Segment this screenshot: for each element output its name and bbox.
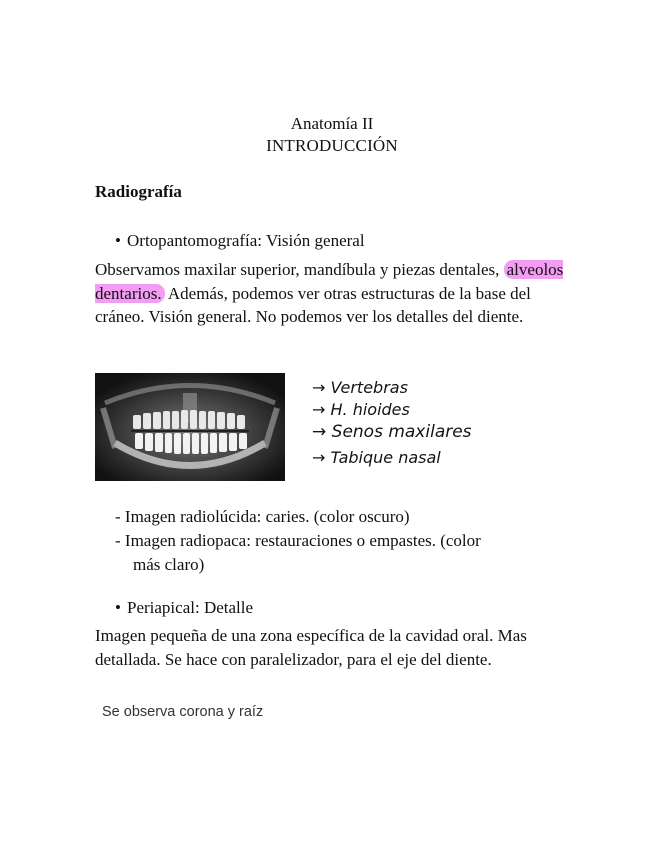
- ortho-heading: Ortopantomografía: Visión general: [127, 231, 365, 250]
- list-text: Imagen radiopaca: restauraciones o empastes. (color: [124, 531, 481, 550]
- chapter-title: INTRODUCCIÓN: [266, 136, 398, 155]
- bullet-dot: •: [115, 231, 121, 250]
- bullet-dot: •: [115, 598, 121, 617]
- section-heading: Radiografía: [95, 182, 182, 201]
- handwritten-note-4: → Tabique nasal: [312, 448, 441, 467]
- list-dash: -: [115, 531, 121, 550]
- note-text: Se observa corona y raíz: [102, 704, 264, 720]
- handwritten-note-1: → Vertebras: [312, 378, 408, 397]
- periapical-bullet-item: [115, 598, 253, 618]
- ortho-text-before: Observamos maxilar superior, mandíbula y piezas dentales,: [95, 260, 504, 279]
- list-item: [115, 505, 410, 529]
- handwritten-note-2: → H. hioides: [312, 400, 410, 419]
- list-text: Imagen radiolúcida: caries. (color oscuro): [124, 507, 410, 526]
- ortho-text-after: Además, podemos ver otras estructuras de la base del cráneo. Visión general. No podemos ver los detalles del diente.: [95, 283, 531, 326]
- course-title: Anatomía II: [290, 114, 374, 133]
- handwritten-note-3: → Senos maxilares: [312, 422, 472, 442]
- periapical-heading: Periapical: Detalle: [127, 598, 254, 617]
- ortho-bullet-item: [115, 231, 365, 251]
- dental-xray-image: [95, 373, 285, 481]
- ortho-paragraph: [95, 258, 575, 329]
- list-dash: -: [115, 507, 121, 526]
- list-item-continuation: más claro): [133, 555, 205, 574]
- periapical-paragraph: Imagen pequeña de una zona específica de la cavidad oral. Mas detallada. Se hace con paralelizador, para el eje del diente.: [95, 626, 527, 669]
- list-item: [115, 529, 481, 553]
- highlighted-text: alveolos dentarios.: [95, 260, 564, 303]
